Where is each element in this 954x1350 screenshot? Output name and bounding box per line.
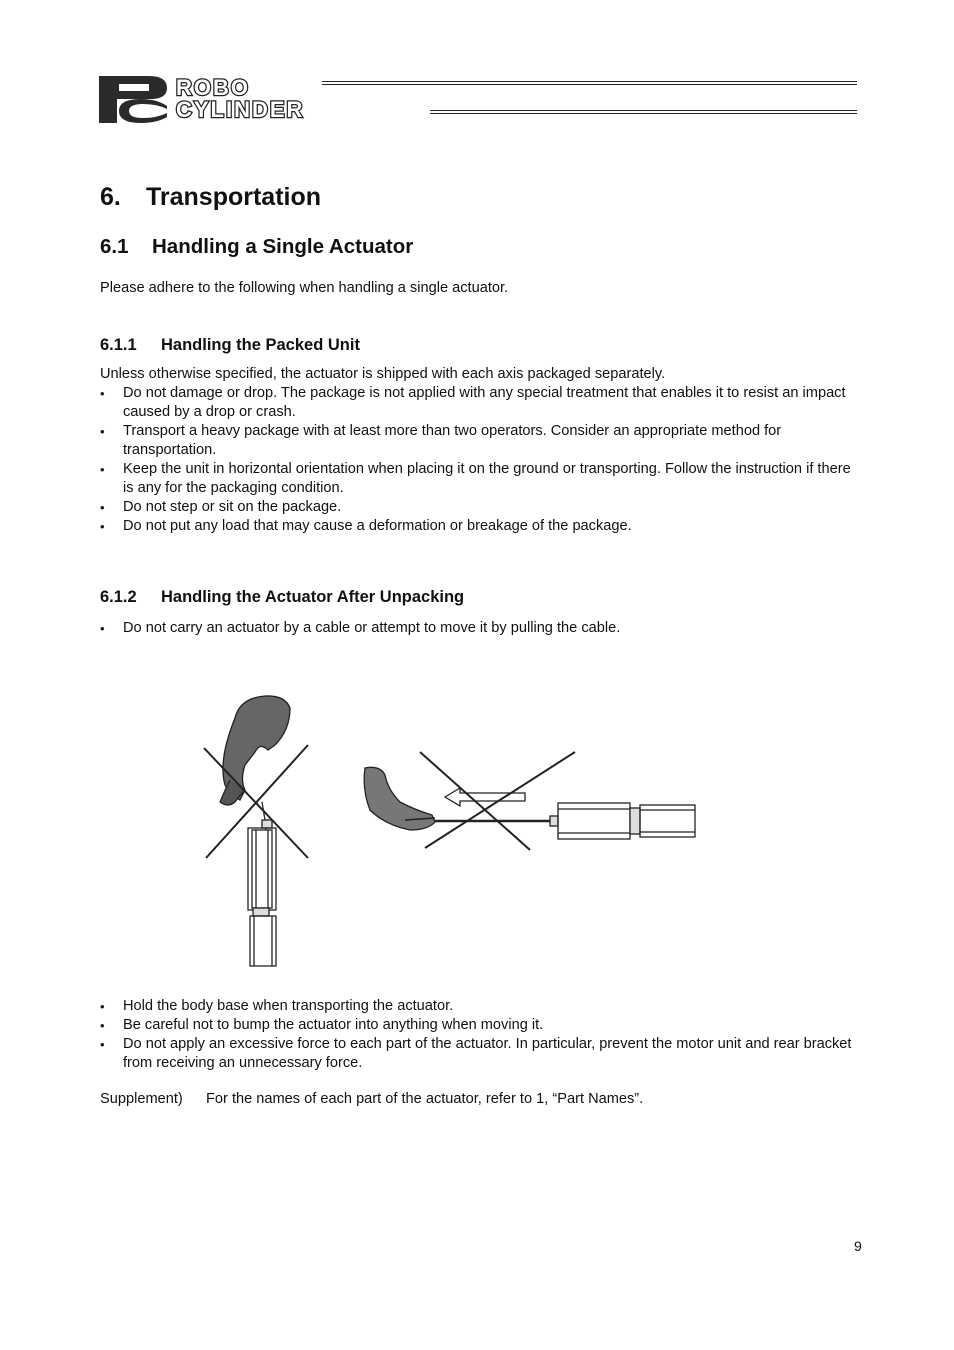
header-rule-top bbox=[322, 81, 857, 85]
list-item: • Do not step or sit on the package. bbox=[100, 498, 860, 517]
chapter-title: Transportation bbox=[146, 183, 322, 211]
chapter-number: 6. bbox=[100, 183, 121, 211]
packed-unit-intro: Unless otherwise specified, the actuator is shipped with each axis packaged separately. bbox=[100, 366, 666, 382]
section-intro: Please adhere to the following when handling a single actuator. bbox=[100, 280, 509, 296]
subsection-number: 6.1.1 bbox=[100, 336, 137, 354]
page-number: 9 bbox=[854, 1238, 862, 1254]
unpacked-bullets-before bbox=[100, 619, 860, 638]
subsection-title: Handling the Packed Unit bbox=[161, 336, 360, 354]
unpacked-bullets-after bbox=[100, 997, 860, 1073]
logo-text-cylinder: CYLINDER bbox=[176, 97, 305, 122]
supplement-text: For the names of each part of the actuator, refer to 1, “Part Names”. bbox=[206, 1091, 644, 1107]
packed-unit-content bbox=[100, 365, 860, 536]
header-rule-bottom bbox=[430, 110, 857, 114]
logo-text-robo: ROBO bbox=[176, 75, 250, 100]
supplement-note bbox=[100, 1091, 643, 1107]
section-heading bbox=[100, 235, 413, 259]
subsection-heading-packed bbox=[100, 336, 360, 355]
list-item: • Do not carry an actuator by a cable or attempt to move it by pulling the cable. bbox=[100, 619, 860, 638]
supplement-label: Supplement) bbox=[100, 1091, 183, 1107]
packed-unit-bullets bbox=[100, 384, 860, 536]
subsection-heading-unpacked bbox=[100, 588, 464, 607]
section-title: Handling a Single Actuator bbox=[152, 235, 414, 258]
list-item: • Keep the unit in horizontal orientation when placing it on the ground or transporting. Follow the instruction if there is any for the packaging condition. bbox=[100, 460, 860, 498]
horizontal-pulled-actuator-figure bbox=[364, 767, 695, 839]
subsection-title: Handling the Actuator After Unpacking bbox=[161, 588, 465, 606]
section-number: 6.1 bbox=[100, 235, 129, 258]
robo-cylinder-logo-mark bbox=[97, 74, 171, 124]
list-item: • Do not put any load that may cause a deformation or breakage of the package. bbox=[100, 517, 860, 536]
list-item: • Be careful not to bump the actuator into anything when moving it. bbox=[100, 1016, 860, 1035]
list-item: • Do not apply an excessive force to each part of the actuator. In particular, prevent the motor unit and rear bracket from receiving an unnecessary force. bbox=[100, 1035, 860, 1073]
list-item: • Do not damage or drop. The package is not applied with any special treatment that enables it to resist an impact caused by a drop or crash. bbox=[100, 384, 860, 422]
x-mark-right bbox=[420, 752, 575, 850]
subsection-number: 6.1.2 bbox=[100, 588, 137, 606]
list-item: • Transport a heavy package with at least more than two operators. Consider an appropriate method for transportation. bbox=[100, 422, 860, 460]
list-item: • Hold the body base when transporting the actuator. bbox=[100, 997, 860, 1016]
chapter-heading bbox=[100, 183, 321, 212]
cable-handling-warning-illustration bbox=[190, 690, 710, 975]
